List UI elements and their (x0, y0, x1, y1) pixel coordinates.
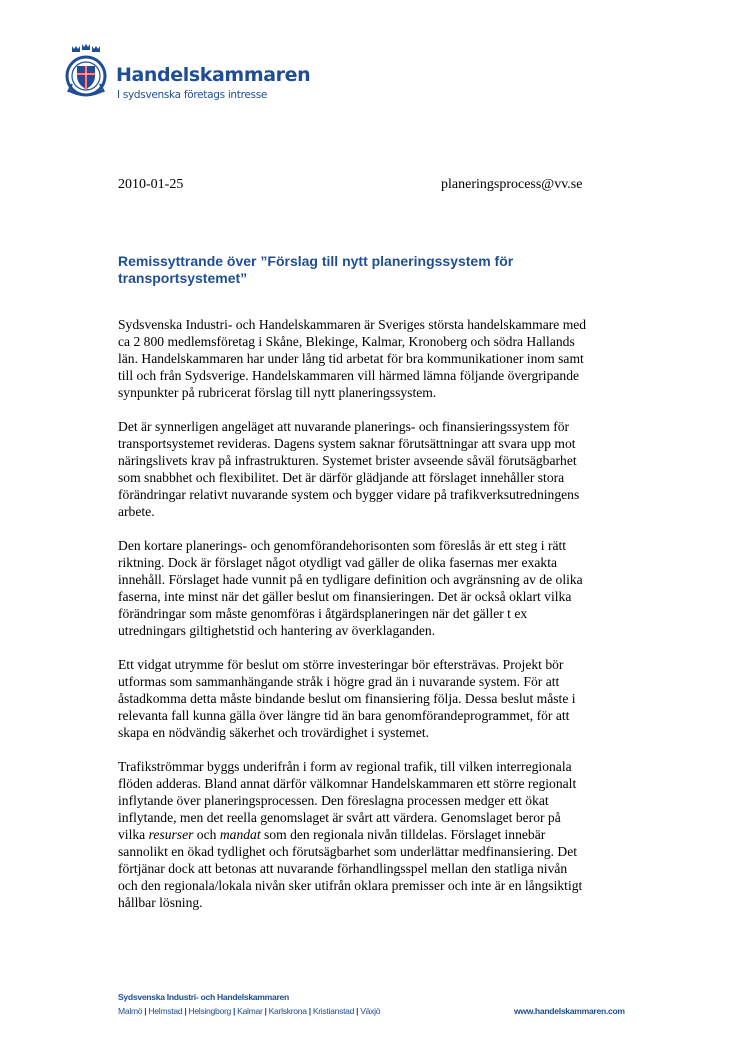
body-line: innehåll. Förslaget hade vunnit på en tydligare definition och avgränsning av de olika (118, 572, 583, 587)
separator: | (184, 1006, 187, 1016)
separator: | (144, 1006, 147, 1016)
footer-cities (118, 1006, 380, 1016)
emphasis-mandat: mandat (219, 827, 261, 842)
body-line: förtjänar dock att betonas att nuvarande förhandlingsspel mellan den statliga nivån (118, 861, 568, 876)
body-line: åstadkomma detta måste bindande beslut om finansiering följa. Dessa beslut måste i (118, 691, 576, 706)
body-line: Den kortare planerings- och genomförandehorisonten som föreslås är ett steg i rätt (118, 538, 567, 553)
letter-date: 2010-01-25 (118, 177, 184, 192)
emphasis-resurser: resurser (148, 827, 194, 842)
body-line: inflytande, men det reella genomslaget är svårt att värdera. Genomslaget beror på (118, 810, 561, 825)
body-line: skapa en nödvändig säkerhet och trovärdighet i systemet. (118, 725, 430, 740)
body-line: Sydsvenska Industri- och Handelskammaren är Sveriges största handelskammare med (118, 317, 587, 332)
body-line: Trafikströmmar byggs underifrån i form av regional trafik, till vilken interregionala (118, 759, 572, 774)
body-line: relevanta fall kunna gälla över längre tid än bara genomförandeprogrammet, för att (118, 708, 570, 723)
footer-city: Helmstad (148, 1006, 183, 1016)
recipient-email: planeringsprocess@vv.se (441, 177, 583, 192)
footer-organization: Sydsvenska Industri- och Handelskammaren (118, 992, 289, 1002)
body-line: hållbar lösning. (118, 895, 203, 910)
body-line: förändringar som måste genomföras i åtgärdsplaneringen när det gäller t ex (118, 606, 528, 621)
paragraph-5 (118, 758, 618, 911)
body-line: ca 2 800 medlemsföretag i Skåne, Blekinge, Kalmar, Kronoberg och södra Hallands (118, 334, 575, 349)
title-line: Remissyttrande över ”Förslag till nytt planeringssystem för (118, 253, 514, 269)
paragraph-1 (118, 316, 618, 401)
body-line: näringslivets krav på infrastrukturen. Systemet brister avseende såväl förutsägbarhet (118, 453, 577, 468)
body-line: län. Handelskammaren har under lång tid arbetat för bra kommunikationer inom samt (118, 351, 584, 366)
body-line: till och från Sydsverige. Handelskammaren vill härmed lämna följande övergripande (118, 368, 580, 383)
body-line: sannolikt en ökad tydlighet och förutsägbarhet som underlättar medfinansiering. Det (118, 844, 578, 859)
body-line: transportsystemet revideras. Dagens system saknar förutsättningar att svara upp mot (118, 436, 576, 451)
crest-icon (62, 44, 110, 102)
paragraph-4 (118, 656, 618, 741)
separator: | (308, 1006, 311, 1016)
brand-name: Handelskammaren (116, 64, 311, 86)
body-line-rich (118, 826, 618, 843)
text-run: och (193, 827, 220, 842)
text-run: vilka (118, 827, 149, 842)
footer-city: Växjö (360, 1006, 381, 1016)
body-line: flöden adderas. Bland annat därför välkomnar Handelskammaren ett större regionalt (118, 776, 577, 791)
separator: | (356, 1006, 359, 1016)
document-title (118, 253, 588, 287)
brand-tagline: I sydsvenska företags intresse (117, 89, 268, 101)
title-line: transportsystemet” (118, 270, 248, 286)
body-line: utformas som sammanhängande stråk i högre grad än i nuvarande system. För att (118, 674, 560, 689)
body-line: arbete. (118, 504, 155, 519)
body-line: Det är synnerligen angeläget att nuvarande planerings- och finansieringssystem för (118, 419, 570, 434)
body-line: och den regionala/lokala nivån sker utifrån oklara premisser och inte är en långsiktigt (118, 878, 583, 893)
body-line: utredningars giltighetstid och hantering av överklaganden. (118, 623, 436, 638)
paragraph-2 (118, 418, 618, 520)
paragraph-3 (118, 537, 618, 639)
footer-city: Karlskrona (268, 1006, 307, 1016)
separator: | (232, 1006, 236, 1016)
footer-website-link[interactable]: www.handelskammaren.com (514, 1006, 625, 1016)
text-run: som den regionala nivån tilldelas. Förslaget innebär (260, 827, 546, 842)
body-line: förändringar relativt nuvarande system och bygger vidare på trafikverksutredningens (118, 487, 580, 502)
body-line: inflytande över planeringsprocessen. Den föreslagna processen medger ett ökat (118, 793, 549, 808)
footer-city: Malmö (118, 1006, 143, 1016)
body-line: riktning. Dock är förslaget något otydligt vad gäller de olika fasernas mer exakta (118, 555, 558, 570)
document-body (118, 316, 618, 928)
footer-city: Kalmar (237, 1006, 263, 1016)
body-line: synpunkter på rubricerat förslag till nytt planeringssystem. (118, 385, 437, 400)
handelskammaren-logo (62, 44, 322, 108)
footer-city: Kristianstad (312, 1006, 355, 1016)
body-line: Ett vidgat utrymme för beslut om större investeringar bör eftersträvas. Projekt bör (118, 657, 564, 672)
body-line: faserna, inte minst när det gäller beslut om finansieringen. Det är också oklart vilka (118, 589, 572, 604)
footer-city: Helsingborg (188, 1006, 231, 1016)
body-line: som snabbhet och flexibilitet. Det är därför glädjande att förslaget innehåller stora (118, 470, 565, 485)
separator: | (264, 1006, 267, 1016)
